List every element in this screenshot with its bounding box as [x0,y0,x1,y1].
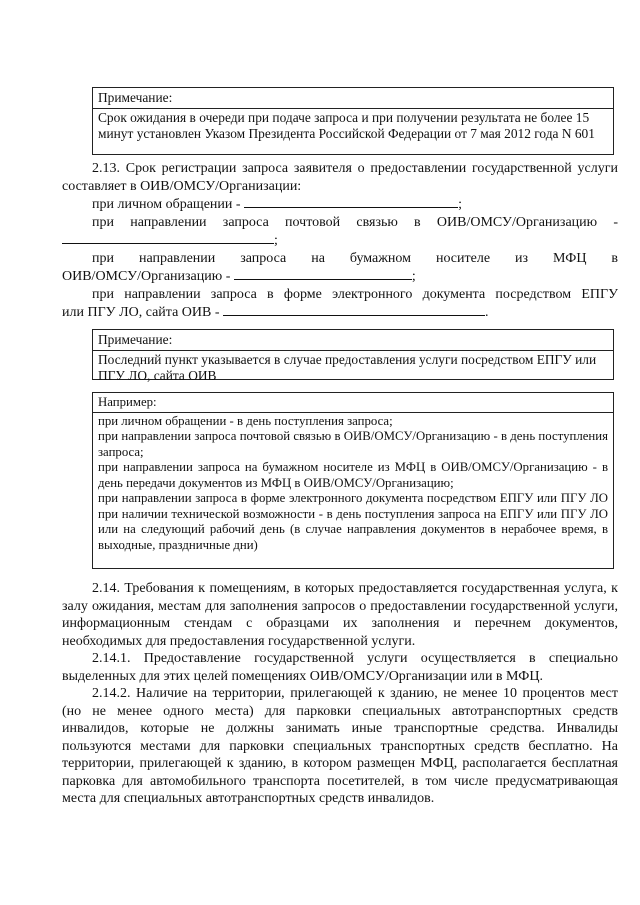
note-box-last-item [92,329,614,383]
example-item-personal: при личном обращении - в день поступления запроса; [98,413,393,428]
example-box [92,392,614,569]
deadline-personal-blank[interactable] [244,195,458,208]
deadline-electronic-blank[interactable] [223,303,485,316]
section-2-14-2: 2.14.2. Наличие на территории, прилегающей к зданию, не менее 10 процентов мест (но не менее одного места) для парковки специальных автотранспортных средств инвалидов, которые не должны занимать иные транспортные средства. Инвалиды пользуются местами для парковки специальных транспортных средств бесплатно. На территории, прилегающей к зданию, в котором размещен МФЦ, располагается бесплатная парковка для автомобильного транспорта посетителей, в том числе предусматривающая места для специальных автотранспортных средств инвалидов. [62,686,618,806]
section-2-14-1: 2.14.1. Предоставление государственной услуги осуществляется в специально выделенных для этих целей помещениях ОИВ/ОМСУ/Организации или в МФЦ. [62,651,618,684]
deadline-mfc-label: при направлении запроса на бумажном носителе из МФЦ в [92,250,618,266]
section-2-14-main: 2.14. Требования к помещениям, в которых предоставляется государственная услуга, к залу ожидания, местам для заполнения запросов о предоставлении государственной услуги, информационным стендам с образцами их заполнения и перечнем документов, необходимых для предоставления государственной услуги. [62,581,618,649]
section-2-13 [62,160,618,322]
note-header: Примечание: [93,88,613,109]
deadline-postal-blank[interactable] [62,231,274,244]
deadline-mfc-blank[interactable] [234,267,412,280]
deadline-personal-line: при личном обращении - ; [92,197,462,212]
deadline-postal-label: при направлении запроса почтовой связью в ОИВ/ОМСУ/Организацию - [92,214,618,230]
example-header: Например: [93,393,613,413]
note-text: Срок ожидания в очереди при подаче запроса и при получении результата не более 15 минут установлен Указом Президента Российской Федерации от 7 мая 2012 года N 601 [98,109,595,141]
example-item-postal: при направлении запроса почтовой связью в ОИВ/ОМСУ/Организацию - в день поступления запроса; [98,429,608,459]
example-item-mfc: при направлении запроса на бумажном носителе из МФЦ в ОИВ/ОМСУ/Организацию - в день передачи документов из МФЦ в ОИВ/ОМСУ/Организацию; [98,460,608,490]
deadline-personal-label: при личном обращении - [92,197,241,212]
note-box-waiting-time [92,87,614,155]
note-text: Последний пункт указывается в случае предоставления услуги посредством ЕПГУ или ПГУ ЛО, сайта ОИВ [98,351,597,383]
deadline-electronic-line: или ПГУ ЛО, сайта ОИВ - . [62,305,489,320]
deadline-electronic-label: при направлении запроса в форме электронного документа посредством ЕПГУ [92,286,618,302]
section-2-13-intro: 2.13. Срок регистрации запроса заявителя о предоставлении государственной услуги составляет в ОИВ/ОМСУ/Организации: [62,161,618,194]
deadline-postal-line: ; [62,231,618,250]
example-item-electronic: при направлении запроса в форме электронного документа посредством ЕПГУ или ПГУ ЛО при наличии технической возможности - в день поступления запроса на ЕПГУ или ПГУ ЛО или на следующий рабочий день (в случае направления документов в нерабочее время, в выходные, праздничные дни) [98,491,608,552]
deadline-mfc-line: ОИВ/ОМСУ/Организацию - ; [62,269,416,284]
note-header: Примечание: [93,330,613,351]
section-2-14 [62,580,618,808]
